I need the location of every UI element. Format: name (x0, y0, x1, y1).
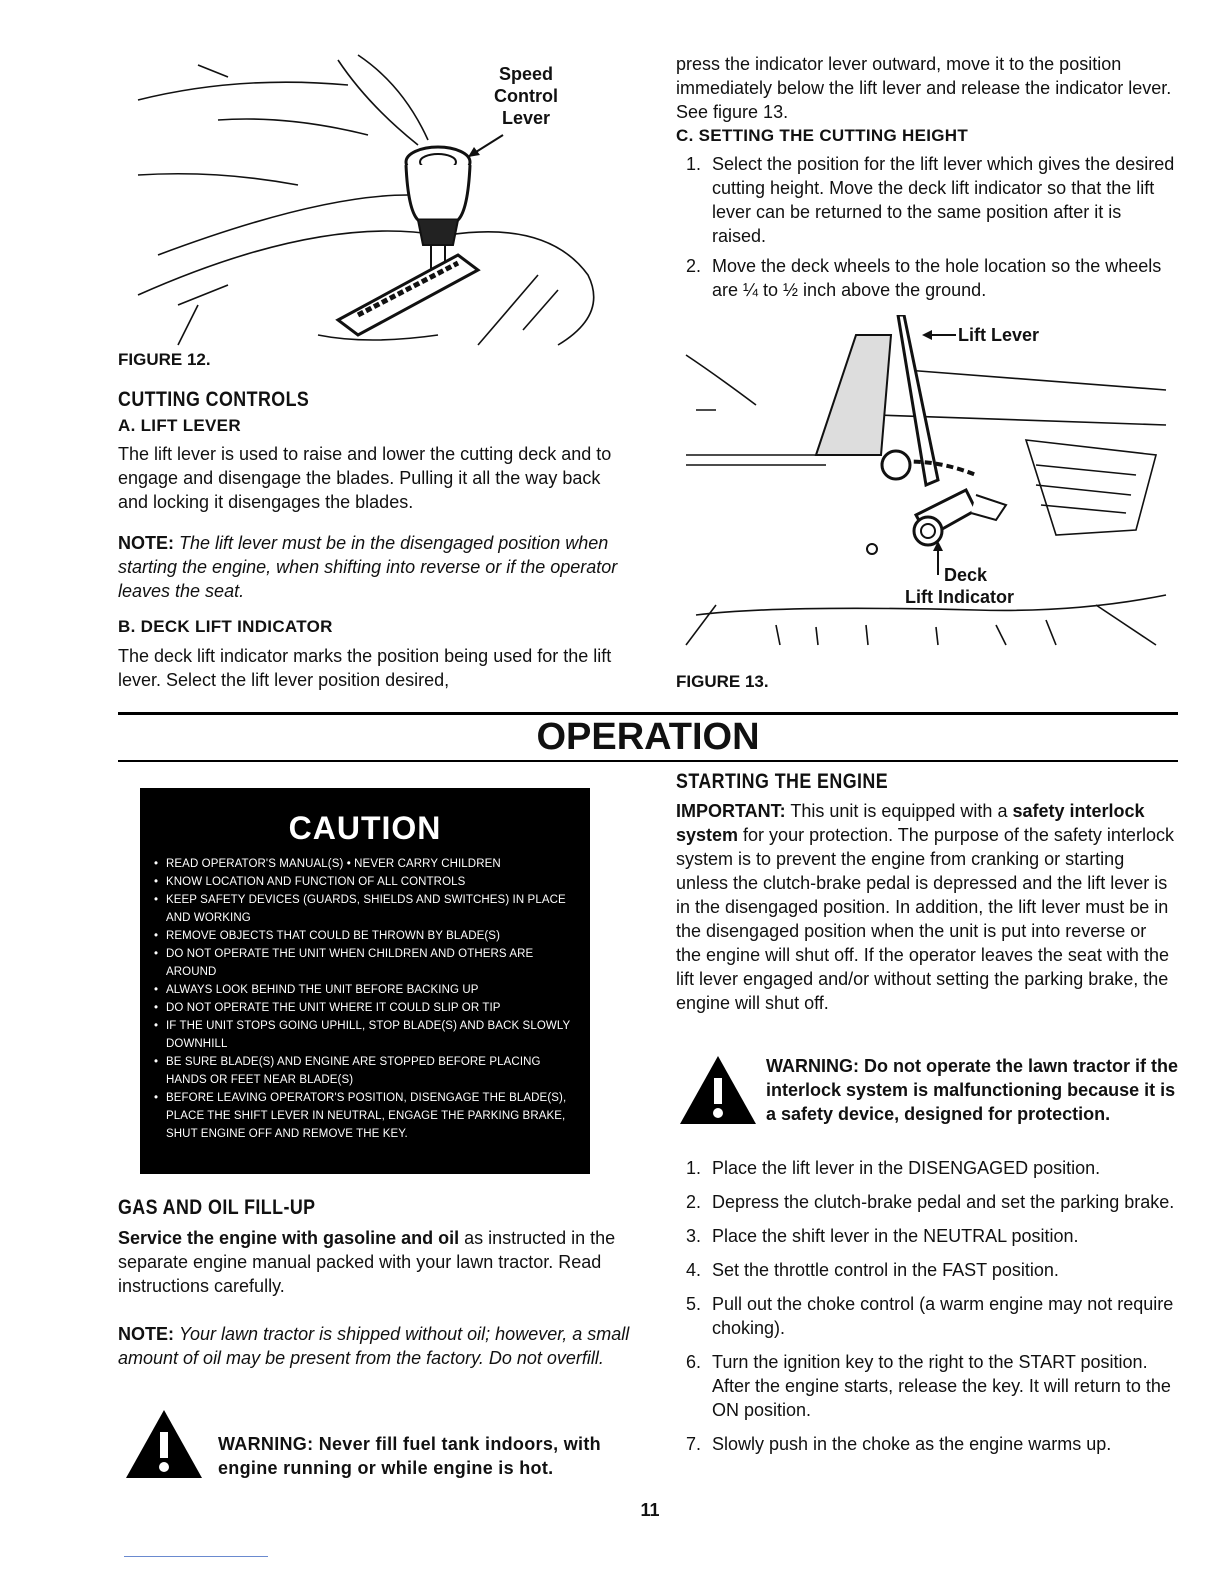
gas-oil-text (118, 1226, 630, 1298)
step-number: 5. (686, 1294, 702, 1314)
gas-oil-title: GAS AND OIL FILL-UP (118, 1196, 316, 1219)
step-text: Select the position for the lift lever which gives the desired cutting height. Move the deck lift indicator so that the lift lever can be returned to the same position after it is raised. (712, 154, 1175, 246)
step-text: Turn the ignition key to the right to the START position. After the engine starts, release the key. It will return to the ON position. (712, 1352, 1171, 1420)
lift-lever-note (118, 531, 626, 603)
lift-lever-label: Lift Lever (958, 325, 1040, 345)
interlock-warning: WARNING: Do not operate the lawn tractor if the interlock system is malfunctioning because it is a safety device, designed for protection. (766, 1056, 1179, 1124)
figure-13 (676, 315, 1176, 665)
step-text: Place the shift lever in the NEUTRAL position. (712, 1226, 1079, 1246)
warning-icon (678, 1054, 758, 1126)
warning-icon (124, 1408, 204, 1480)
footer-line (124, 1556, 268, 1557)
important-text-b: for your protection. The purpose of the safety interlock system is to prevent the engine from cranking or starting unless the clutch-brake pedal is depressed and the lift lever is in the disengaged position. In addition, the lift lever must be in the disengaged position when the unit is put into reverse or the engine will shut off. If the operator leaves the seat with the lift lever engaged and/or without setting the parking brake, the engine will shut off. (676, 825, 1174, 1013)
step-number: 1. (686, 1158, 702, 1178)
important-text-a: This unit is equipped with a (785, 801, 1013, 821)
caution-item: • REMOVE OBJECTS THAT COULD BE THROWN BY BLADE(S) (154, 927, 578, 945)
caution-item: • DO NOT OPERATE THE UNIT WHEN CHILDREN AND OTHERS ARE AROUND (154, 945, 578, 981)
starting-engine-title: STARTING THE ENGINE (676, 770, 889, 793)
gas-oil-lead-bold: Service the engine with gasoline and oil (118, 1228, 460, 1248)
figure-12 (118, 45, 608, 350)
step-text: Depress the clutch-brake pedal and set the parking brake. (712, 1192, 1175, 1212)
list-item (676, 1156, 1180, 1180)
step-number: 2. (686, 1192, 702, 1212)
list-item (676, 1224, 1180, 1248)
caution-box (140, 788, 590, 1174)
cutting-height-heading: C. SETTING THE CUTTING HEIGHT (676, 126, 969, 145)
step-text: Slowly push in the choke as the engine warms up. (712, 1434, 1112, 1454)
step-number: 3. (686, 1226, 702, 1246)
deck-lift-indicator-heading: B. DECK LIFT INDICATOR (118, 617, 333, 636)
deck-lift-indicator-text: The deck lift indicator marks the position being used for the lift lever. Select the lift lever position desired, (118, 646, 612, 690)
caution-item: • BE SURE BLADE(S) AND ENGINE ARE STOPPED BEFORE PLACING HANDS OR FEET NEAR BLADE(S) (154, 1053, 578, 1089)
gas-oil-warning: WARNING: Never fill fuel tank indoors, with engine running or while engine is hot. (218, 1434, 601, 1478)
operation-title: OPERATION (536, 716, 760, 758)
important-label: IMPORTANT: (676, 801, 786, 821)
starting-steps (676, 1156, 1180, 1456)
deck-lift-indicator-illustration (676, 315, 1176, 665)
caution-item: • READ OPERATOR'S MANUAL(S) • NEVER CARRY CHILDREN (154, 855, 578, 873)
lift-lever-text: The lift lever is used to raise and lower the cutting deck and to engage and disengage the blades. Pulling it all the way back and locking it disengages the blades. (118, 444, 612, 512)
important-bold: safety interlock system (676, 801, 1145, 845)
step-text: Move the deck wheels to the hole location so the wheels are ¼ to ½ inch above the ground. (712, 256, 1162, 300)
gas-oil-lead-rest: as instructed in the separate engine manual packed with your lawn tractor. Read instructions carefully. (118, 1228, 616, 1296)
control-callout-word: Control (494, 86, 558, 106)
figure-13-caption: FIGURE 13. (676, 672, 769, 691)
step-text: Set the throttle control in the FAST position. (712, 1260, 1059, 1280)
lift-indicator-label: Lift Indicator (905, 587, 1014, 607)
list-item (676, 1190, 1180, 1214)
list-item (676, 1432, 1180, 1456)
list-item (676, 1350, 1180, 1422)
note-text: Your lawn tractor is shipped without oil; however, a small amount of oil may be present from the factory. Do not overfill. (118, 1324, 630, 1368)
page-number: 11 (640, 1500, 660, 1520)
list-item (676, 1292, 1180, 1340)
speed-callout-word: Speed (498, 64, 554, 84)
note-text: The lift lever must be in the disengaged position when starting the engine, when shifting into reverse or if the operator leaves the seat. (118, 533, 618, 601)
gas-oil-note (118, 1322, 630, 1370)
list-item (676, 1258, 1180, 1282)
step-number: 6. (686, 1352, 702, 1372)
indicator-continued-text: press the indicator lever outward, move it to the position immediately below the lift lever and release the indicator lever. See figure 13. (676, 54, 1172, 122)
step-text: Place the lift lever in the DISENGAGED position. (712, 1158, 1101, 1178)
list-item (676, 254, 1176, 302)
note-label: NOTE: (118, 1324, 174, 1344)
step-text: Pull out the choke control (a warm engine may not require choking). (712, 1294, 1174, 1338)
caution-item: • BEFORE LEAVING OPERATOR'S POSITION, DISENGAGE THE BLADE(S), PLACE THE SHIFT LEVER IN NEUTRAL, ENGAGE THE PARKING BRAKE, SHUT ENGINE OFF AND REMOVE THE KEY. (154, 1089, 578, 1143)
deck-label: Deck (944, 565, 988, 585)
lever-callout-word: Lever (501, 108, 551, 128)
step-number: 4. (686, 1260, 702, 1280)
cutting-height-steps (676, 152, 1176, 302)
step-number: 2. (686, 256, 702, 276)
caution-item: • KNOW LOCATION AND FUNCTION OF ALL CONTROLS (154, 873, 578, 891)
caution-list (140, 855, 590, 1143)
caution-item: • KEEP SAFETY DEVICES (GUARDS, SHIELDS AND SWITCHES) IN PLACE AND WORKING (154, 891, 578, 927)
operation-bottom-rule (118, 760, 1178, 762)
caution-item: • IF THE UNIT STOPS GOING UPHILL, STOP BLADE(S) AND BACK SLOWLY DOWNHILL (154, 1017, 578, 1053)
step-number: 7. (686, 1434, 702, 1454)
caution-item: • ALWAYS LOOK BEHIND THE UNIT BEFORE BACKING UP (154, 981, 578, 999)
starting-engine-important (676, 799, 1176, 1015)
cutting-controls-title: CUTTING CONTROLS (118, 388, 310, 411)
step-number: 1. (686, 154, 702, 174)
figure-12-caption: FIGURE 12. (118, 350, 211, 369)
caution-title: CAUTION (288, 810, 442, 846)
list-item (676, 152, 1176, 248)
lift-lever-heading: A. LIFT LEVER (118, 416, 241, 435)
caution-item: • DO NOT OPERATE THE UNIT WHERE IT COULD SLIP OR TIP (154, 999, 578, 1017)
note-label: NOTE: (118, 533, 174, 553)
